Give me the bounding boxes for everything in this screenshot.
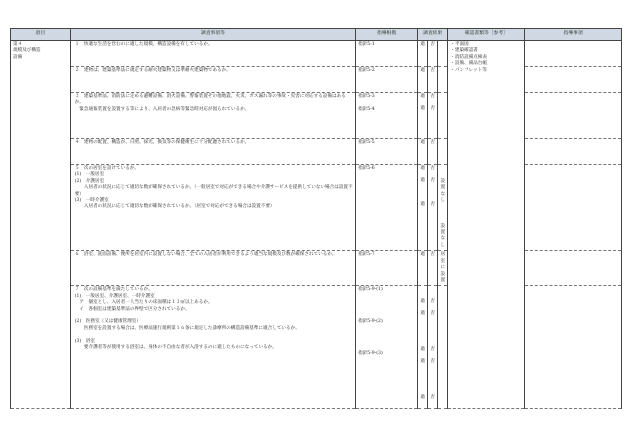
result-note-cell: 居室に 設置 [438,251,448,286]
result-ok-mark[interactable]: 適 [420,252,425,258]
table-row [11,165,622,251]
result-ok-cell [417,93,427,139]
survey-item-text: ４ 建物の配置、構造が、日照、採光、換気等の保健衛生に十分配慮されているか。 [70,139,355,165]
result-ok-cell [417,139,427,165]
basis-cell: 指針5-3 指針5-4 [356,93,418,139]
result-ok-cell [417,286,427,409]
table-row [11,286,622,409]
guidance-cell[interactable] [525,93,622,139]
result-ng-mark[interactable]: 否 [430,140,435,145]
result-ok-mark[interactable] [420,371,425,383]
result-ok-mark[interactable] [420,287,425,299]
result-note-cell [438,67,448,93]
table-row [11,139,622,165]
result-ng-cell [428,165,438,251]
result-ng-mark[interactable]: 否 [430,42,435,47]
result-ok-mark[interactable]: 適 [420,359,425,365]
result-ng-mark[interactable]: 否 [430,252,435,258]
result-ok-mark[interactable] [420,190,425,202]
result-ok-mark[interactable]: 適 [420,42,425,47]
result-ng-mark[interactable] [430,323,435,335]
result-ng-mark[interactable]: 否 [430,202,435,207]
result-ok-cell [417,165,427,251]
result-ng-mark[interactable]: 否 [430,166,435,171]
result-ok-mark[interactable]: 適 [420,166,425,171]
header-documents: 確認書類等［参考］ [448,29,525,41]
table-row [11,67,622,93]
basis-cell: 指針5-2 [356,67,418,93]
result-ng-mark[interactable]: 否 [430,299,435,305]
result-ok-mark[interactable]: 適 [420,94,425,99]
survey-item-text: ２ 建物は、建築基準法に規定する耐火建築物又は準耐火建築物であるか。 [70,67,355,93]
result-ng-cell [428,251,438,286]
basis-cell: 指針5-6 [356,165,418,251]
guidance-cell[interactable] [525,67,622,93]
table-row [11,93,622,139]
result-ng-cell [428,67,438,93]
result-ok-cell [417,251,427,286]
survey-item-text: １ 快適な生活を営むのに適した規模、構造設備を有しているか。 [70,41,355,67]
result-ng-mark[interactable]: 否 [430,311,435,317]
guidance-cell[interactable] [525,286,622,409]
basis-cell: 指針5-5 [356,139,418,165]
result-ng-cell [428,93,438,139]
header-guidance: 指導事項 [525,29,622,41]
result-ng-mark[interactable] [430,371,435,383]
result-ng-mark[interactable]: 否 [430,178,435,183]
result-note-cell [438,286,448,409]
result-ng-mark[interactable] [430,287,435,299]
category-cell: 第４ 規模及び構造 設備 [11,41,71,409]
result-ok-mark[interactable]: 適 [420,311,425,317]
result-ok-mark[interactable]: 適 [420,395,425,401]
result-ok-mark[interactable]: 適 [420,347,425,353]
survey-item-text: ６ 浴室、洗面設備、便所を居室内に設置しない場合、全ての入居者が利用できるよう適当な規模及び数が確保されているか。 [70,251,355,286]
result-ok-mark[interactable]: 適 [420,68,425,73]
result-ng-cell [428,139,438,165]
survey-item-text: ７ 次の設備基準を満たしているか。 (1) 一般居室、介護居室、一時介護室 ア 個室とし、入居者一人当たりの床面積は１３㎡以上あるか。 イ 各個室は建築基準法の界壁で区分されているか。 (2) 医務室（又は健康管理室） 医務室を設置する場合は、医療法施行規則第１６条に規定した診療所の構造設備基準に適合しているか。 (3) 浴室 要介護者等が使用する浴室は、身体の不自由な者が入浴するのに適したものになっているか。 [70,286,355,409]
result-ng-mark[interactable] [430,383,435,395]
result-ng-mark[interactable]: 否 [430,94,435,99]
guidance-cell[interactable] [525,41,622,67]
basis-cell: 指針5-7 [356,251,418,286]
header-result: 調査結果 [417,29,447,41]
result-note-cell [438,41,448,67]
result-ng-cell [428,41,438,67]
header-survey-items: 調査事項等 [70,29,355,41]
guidance-cell[interactable] [525,165,622,251]
table-row [11,251,622,286]
result-ng-mark[interactable]: 否 [430,347,435,353]
table-row [11,41,622,67]
result-ng-mark[interactable]: 否 [430,395,435,401]
result-ng-cell [428,286,438,409]
header-item: 項目 [11,29,71,41]
result-ng-mark[interactable] [430,190,435,202]
guidance-cell[interactable] [525,251,622,286]
result-ok-mark[interactable]: 適 [420,299,425,305]
documents-cell: ・平面図 ・建築確認書 ・消防設備点検表 ・設備、備品台帳 ・パンフレット等 [448,41,525,409]
result-ok-mark[interactable]: 適 [420,202,425,207]
survey-item-text: ３ 建築基準法、消防法に定める避難設備、消火設備、警報装置その他地震、火災、ガス漏れ等の事故・災害に対応する設備はあるか。 緊急通報装置を設置する等により、入居者の急病等緊急時対応が図られているか。 [70,93,355,139]
result-ng-mark[interactable]: 否 [430,359,435,365]
result-ng-mark[interactable] [430,335,435,347]
result-ok-mark[interactable] [420,335,425,347]
result-ok-cell [417,67,427,93]
result-note-cell [438,139,448,165]
result-note-cell: 設置なし 設置なし [438,165,448,251]
basis-cell: 指針5-9-(1) 指針5-9-(2) 指針5-9-(3) [356,286,418,409]
result-ok-mark[interactable]: 適 [420,106,425,111]
result-note-cell [438,93,448,139]
result-ng-mark[interactable]: 否 [430,68,435,73]
result-ok-mark[interactable]: 適 [420,140,425,145]
header-basis: 指導根拠 [356,29,418,41]
result-ok-mark[interactable] [420,383,425,395]
result-ok-cell [417,41,427,67]
basis-cell: 指針5-1 [356,41,418,67]
result-ng-mark[interactable]: 否 [430,106,435,111]
survey-item-text: ５ 次の居室を設けているか。 (1) 一般居室 (2) 介護居室 入居者の状況に応じて適切な数が確保されているか。（一般居室で対応ができる場合や介護サービスを提供していない場合は設置不要） (3) 一時介護室 入居者の状況に応じて適切な数が確保されているか。（居室で対応ができる場合は設置不要） [70,165,355,251]
inspection-table [10,28,622,409]
result-ok-mark[interactable]: 適 [420,178,425,183]
header-row [11,29,622,41]
guidance-cell[interactable] [525,139,622,165]
result-ok-mark[interactable] [420,323,425,335]
